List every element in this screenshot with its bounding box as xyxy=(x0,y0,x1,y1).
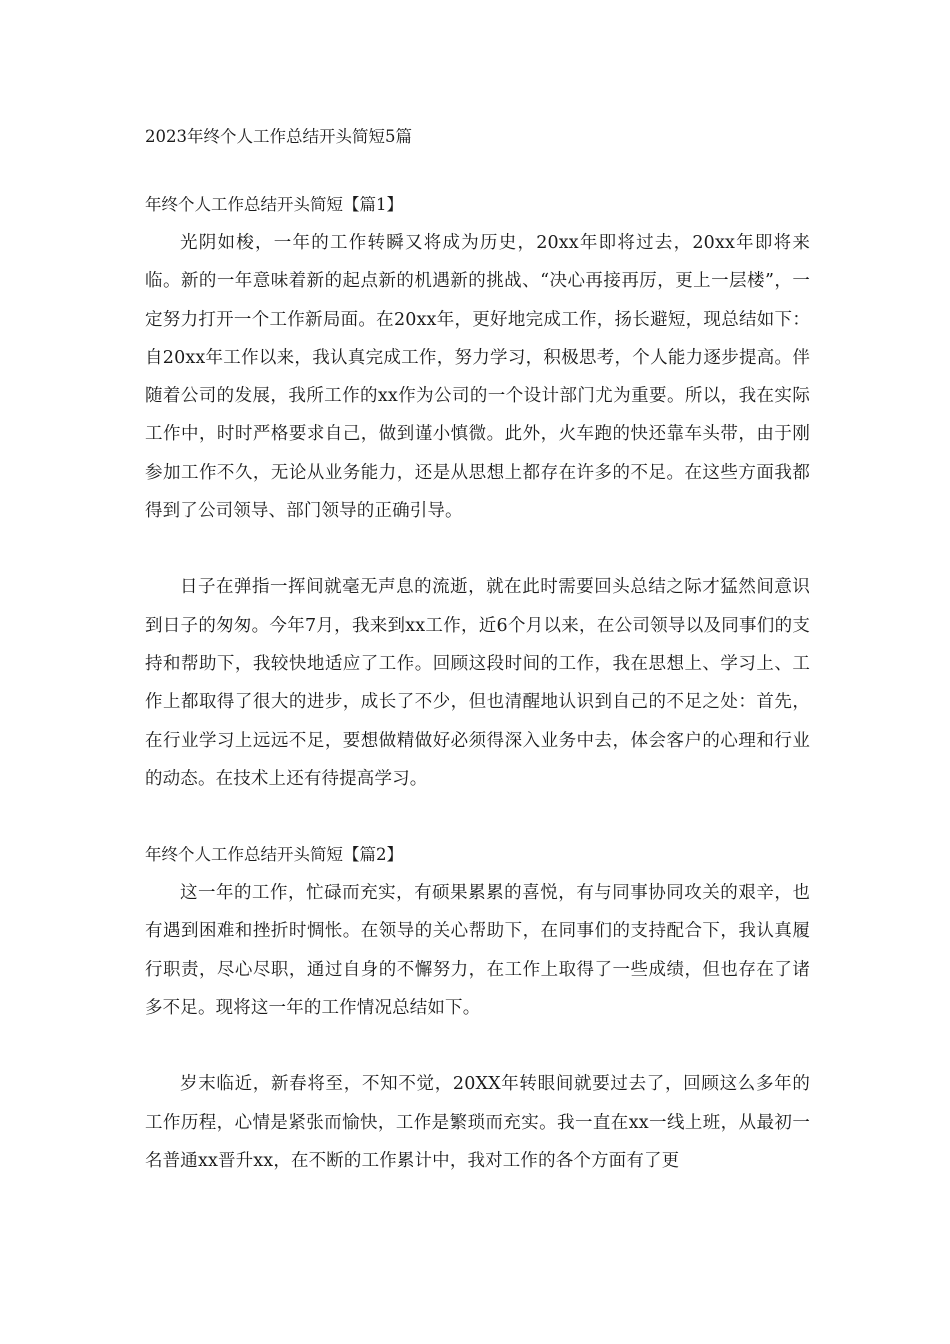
paragraph: 光阴如梭，一年的工作转瞬又将成为历史，20xx年即将过去，20xx年即将来临。新的一年意味着新的起点新的机遇新的挑战、“决心再接再厉，更上一层楼”，一定努力打开一个工作新局面。在20xx年，更好地完成工作，扬长避短，现总结如下：自20xx年工作以来，我认真完成工作，努力学习，积极思考，个人能力逐步提高。伴随着公司的发展，我所工作的xx作为公司的一个设计部门尤为重要。所以，我在实际工作中，时时严格要求自己，做到谨小慎微。此外，火车跑的快还靠车头带，由于刚参加工作不久，无论从业务能力，还是从思想上都存在许多的不足。在这些方面我都得到了公司领导、部门领导的正确引导。 xyxy=(145,233,810,522)
document-page xyxy=(145,118,810,1180)
section-1 xyxy=(145,186,810,798)
paragraph: 日子在弹指一挥间就毫无声息的流逝，就在此时需要回头总结之际才猛然间意识到日子的匆匆。今年7月，我来到xx工作，近6个月以来，在公司领导以及同事们的支持和帮助下，我较快地适应了工作。回顾这段时间的工作，我在思想上、学习上、工作上都取得了很大的进步，成长了不少，但也清醒地认识到自己的不足之处：首先，在行业学习上远远不足，要想做精做好必须得深入业务中去，体会客户的心理和行业的动态。在技术上还有待提高学习。 xyxy=(145,577,810,789)
paragraph-spacer xyxy=(145,1027,810,1065)
section-2 xyxy=(145,836,810,1180)
paragraph-spacer xyxy=(145,530,810,568)
section-spacer xyxy=(145,798,810,836)
paragraph: 岁末临近，新春将至，不知不觉，20XX年转眼间就要过去了，回顾这么多年的工作历程，心情是紧张而愉快，工作是繁琐而充实。我一直在xx一线上班，从最初一名普通xx晋升xx，在不断的工作累计中，我对工作的各个方面有了更 xyxy=(145,1074,810,1171)
section-heading: 年终个人工作总结开头简短【篇2】 xyxy=(145,845,403,865)
paragraph: 这一年的工作，忙碌而充实，有硕果累累的喜悦，有与同事协同攻关的艰辛，也有遇到困难和挫折时惆怅。在领导的关心帮助下，在同事们的支持配合下，我认真履行职责，尽心尽职，通过自身的不懈努力，在工作上取得了一些成绩，但也存在了诸多不足。现将这一年的工作情况总结如下。 xyxy=(145,883,810,1019)
document-title: 2023年终个人工作总结开头简短5篇 xyxy=(145,127,412,146)
section-heading: 年终个人工作总结开头简短【篇1】 xyxy=(145,195,403,214)
